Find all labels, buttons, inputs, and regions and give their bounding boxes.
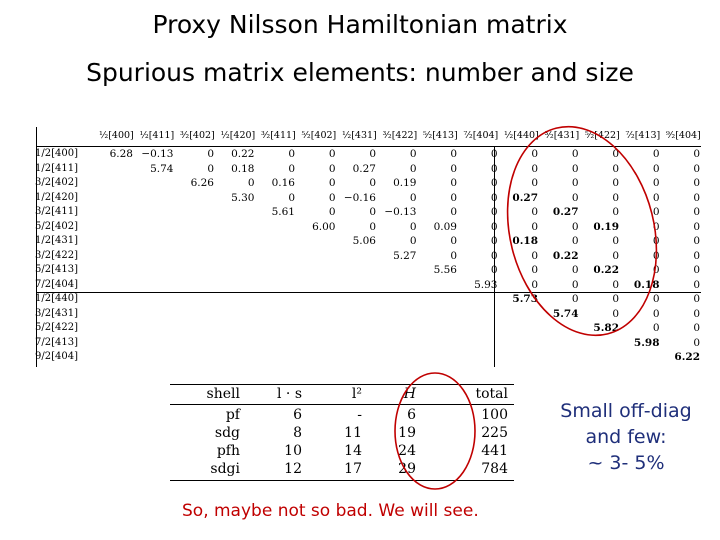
matrix-row-label: 3/2[402]	[35, 177, 78, 188]
matrix-cell: 0	[652, 293, 660, 305]
shell-table-cell: 6	[293, 407, 302, 423]
matrix-cell: 0	[328, 206, 336, 218]
matrix-cell: 0	[652, 220, 660, 233]
matrix-cell: 0	[450, 235, 457, 247]
shell-table-cell: total	[475, 386, 508, 402]
matrix-cell: 0	[693, 249, 700, 262]
matrix-cell: 0	[409, 148, 417, 160]
matrix-cell: 0	[369, 220, 376, 233]
matrix-cell: 0	[531, 206, 538, 218]
matrix-row-label: 1/2[420]	[35, 191, 78, 203]
slide-title-line-1: Proxy Nilsson Hamiltonian matrix	[152, 10, 568, 39]
matrix-row-label: 3/2[422]	[35, 249, 78, 261]
matrix-cell: 0	[652, 307, 660, 320]
matrix-row-label: 3/2[411]	[35, 206, 78, 217]
shell-table	[170, 384, 520, 482]
matrix-cell: 0	[531, 278, 538, 291]
matrix-cell: 0	[652, 148, 660, 160]
matrix-row-label: 5/2[402]	[35, 220, 78, 232]
matrix-cell: 5.06	[352, 235, 376, 247]
matrix-cell: 0.18	[231, 162, 255, 175]
matrix-col-header: ³⁄₂[402]	[180, 130, 215, 141]
matrix-col-header: ⁷⁄₂[413]	[625, 130, 661, 141]
note-small-off-diag	[536, 398, 716, 476]
matrix-row-label: 3/2[431]	[35, 307, 78, 319]
shell-table-cell: pf	[225, 407, 240, 423]
matrix-cell: −0.13	[141, 148, 174, 160]
matrix-cell: 0	[409, 191, 417, 204]
matrix-cell: 0.27	[552, 206, 579, 218]
shell-table-cell: pfh	[216, 443, 240, 459]
matrix-cell: 0	[328, 162, 336, 175]
matrix-row-label: 7/2[404]	[35, 278, 78, 290]
matrix-cell: 0	[490, 206, 498, 218]
matrix-cell: 0	[490, 235, 498, 247]
shell-table-cell: 6	[407, 407, 416, 423]
matrix-cell: 0	[288, 162, 295, 175]
matrix-row-label: 1/2[431]	[35, 235, 78, 246]
matrix-cell: 0	[328, 191, 336, 204]
matrix-cell: 0	[652, 177, 660, 189]
shell-table-header-rule	[170, 404, 514, 405]
matrix-col-header: ⁵⁄₂[413]	[423, 130, 458, 141]
shell-table-row	[170, 443, 520, 460]
matrix-col-header: ³⁄₂[411]	[261, 130, 296, 141]
matrix-cell: 0	[450, 177, 457, 189]
note-line-1: Small off-diag	[560, 400, 692, 422]
matrix-cell: 0	[571, 191, 579, 204]
matrix-col-header: ½[440]	[504, 130, 539, 141]
shell-table-cell: 19	[398, 425, 416, 441]
note-line-2: and few:	[585, 426, 667, 448]
matrix-cell: 0	[531, 162, 538, 175]
matrix-cell: 0	[490, 148, 498, 160]
note-bottom: So, maybe not so bad. We will see.	[182, 501, 479, 521]
matrix-cell: 0	[571, 162, 579, 175]
matrix-cell: 5.74	[552, 307, 579, 320]
shell-table-top-rule	[170, 384, 514, 385]
matrix-cell: 0	[490, 264, 498, 276]
matrix-cell: 0	[531, 220, 538, 233]
shell-table-cell: 14	[344, 443, 362, 459]
matrix-col-header: ½[420]	[220, 130, 256, 141]
matrix-cell: 0	[490, 177, 498, 189]
matrix-cell: 0	[652, 322, 660, 334]
matrix-cell: 5.61	[271, 206, 295, 218]
matrix-cell: 0	[693, 220, 700, 233]
matrix-cell: 5.56	[433, 264, 457, 276]
matrix-cell: −0.13	[384, 206, 417, 218]
matrix-cell: 0	[207, 162, 214, 175]
matrix-cell: 0.18	[633, 278, 660, 291]
matrix-cell: 0	[328, 177, 336, 189]
matrix-cell: 0	[288, 148, 295, 160]
matrix-cell: 0	[571, 278, 579, 291]
matrix-cell: 0.27	[352, 162, 376, 175]
matrix-cell: 0.22	[593, 264, 619, 276]
shell-table-cell: 225	[481, 425, 508, 441]
matrix-col-header: ⁹⁄₂[404]	[666, 130, 701, 141]
shell-table-cell: 24	[398, 443, 416, 459]
matrix-cell: 0	[450, 206, 457, 218]
matrix-cell: 0	[571, 220, 579, 233]
matrix-cell: 0.18	[512, 235, 538, 247]
matrix-cell: 0.22	[231, 148, 255, 160]
shell-table-cell: 8	[293, 425, 302, 441]
matrix-cell: 0	[409, 220, 417, 233]
matrix-cell: 0	[612, 235, 619, 247]
shell-table-cell: shell	[206, 386, 240, 402]
matrix-col-header: ⁷⁄₂[404]	[463, 130, 499, 141]
matrix-cell: 0	[490, 191, 498, 204]
matrix-col-header: ³⁄₂[431]	[544, 130, 580, 141]
matrix-cell: 0	[612, 177, 619, 189]
matrix-cell: 0.09	[433, 220, 457, 233]
shell-table-cell: sdgi	[210, 461, 240, 477]
matrix-cell: 0	[652, 235, 660, 247]
matrix-row-label: 9/2[404]	[35, 351, 78, 362]
matrix-cell: 0	[328, 148, 336, 160]
shell-table-row	[170, 461, 520, 478]
matrix-cell: 5.82	[593, 322, 619, 334]
matrix-cell: 5.74	[150, 162, 174, 175]
matrix-cell: 0	[571, 148, 579, 160]
matrix-cell: 0	[693, 191, 700, 204]
matrix-cell: 0	[288, 191, 295, 204]
matrix-cell: 0	[693, 206, 700, 218]
shell-table-cell: 11	[344, 425, 362, 441]
matrix-cell: 0	[612, 206, 619, 218]
matrix-cell: 0.27	[512, 191, 538, 204]
matrix-cell: 0	[652, 264, 660, 276]
hamiltonian-matrix	[36, 127, 701, 367]
matrix-cell: 0	[612, 162, 619, 175]
matrix-row-label: 1/2[400]	[35, 148, 78, 159]
matrix-cell: 0	[247, 177, 255, 189]
matrix-cell: 0	[409, 162, 417, 175]
shell-table-cell: 784	[481, 461, 508, 477]
matrix-cell: 0	[612, 278, 619, 291]
matrix-row-label: 7/2[413]	[35, 336, 78, 348]
matrix-cell: 0	[571, 264, 579, 276]
matrix-cell: 0.22	[552, 249, 579, 262]
matrix-cell: 0	[693, 148, 700, 160]
matrix-cell: 0	[693, 264, 700, 276]
shell-table-cell: sdg	[214, 425, 240, 441]
matrix-cell: 0	[369, 177, 376, 189]
matrix-cell: 0	[531, 249, 538, 262]
matrix-cell: 6.00	[312, 220, 336, 233]
matrix-cell: 0	[693, 307, 700, 320]
matrix-cell: 5.30	[231, 191, 255, 204]
matrix-cell: 0.19	[593, 220, 619, 233]
matrix-cell: 0	[531, 177, 538, 189]
matrix-cell: 0	[571, 235, 579, 247]
matrix-cell: 0	[652, 206, 660, 218]
shell-table-cell: 29	[398, 461, 416, 477]
matrix-col-header: ⁵⁄₂[402]	[301, 130, 337, 141]
matrix-col-header: ⁵⁄₂[422]	[585, 130, 620, 141]
shell-table-cell: 10	[284, 443, 302, 459]
matrix-cell: 0	[531, 148, 538, 160]
matrix-cell: 0	[571, 177, 579, 189]
matrix-cell: 0	[490, 162, 498, 175]
matrix-col-header: ½[411]	[139, 130, 175, 141]
shell-table-row	[170, 407, 520, 424]
matrix-col-header: ½[431]	[342, 130, 377, 141]
shell-table-cell: l²	[351, 386, 362, 402]
matrix-row-label: 1/2[411]	[35, 162, 78, 174]
matrix-cell: 6.28	[109, 148, 133, 160]
matrix-cell: 6.22	[674, 351, 700, 363]
slide-title-line-2: Spurious matrix elements: number and size	[86, 58, 634, 87]
matrix-header-rule	[37, 146, 701, 147]
matrix-cell: 0	[612, 191, 619, 204]
matrix-cell: 0	[490, 220, 498, 233]
matrix-cell: 0	[612, 148, 619, 160]
matrix-cell: 0	[693, 162, 700, 175]
matrix-cell: 0	[450, 162, 457, 175]
matrix-col-header: ³⁄₂[422]	[382, 130, 418, 141]
matrix-cell: 0	[612, 307, 619, 320]
shell-table-row	[170, 425, 520, 442]
shell-table-cell: 100	[481, 407, 508, 423]
matrix-cell: 0	[652, 162, 660, 175]
matrix-cell: 0	[693, 322, 700, 334]
matrix-cell: 0	[652, 249, 660, 262]
matrix-cell: 0	[369, 206, 376, 218]
shell-table-cell: 17	[344, 461, 362, 477]
matrix-row-label: 5/2[413]	[35, 264, 78, 275]
matrix-cell: 0	[693, 336, 700, 349]
shell-table-cell: -	[357, 407, 362, 423]
shell-table-header	[170, 386, 520, 403]
matrix-cell: 0	[693, 278, 700, 291]
matrix-row-label: 5/2[422]	[35, 322, 78, 333]
matrix-cell: 0	[490, 249, 498, 262]
shell-table-cell: l · s	[276, 386, 302, 402]
matrix-cell: 5.73	[512, 293, 538, 305]
matrix-cell: 0	[612, 293, 619, 305]
matrix-cell: 0	[450, 249, 457, 262]
matrix-cell: 0	[409, 235, 417, 247]
shell-table-bottom-rule	[170, 480, 514, 481]
matrix-cell: −0.16	[343, 191, 376, 204]
matrix-cell: 0	[571, 293, 579, 305]
matrix-cell: 0	[693, 235, 700, 247]
matrix-cell: 0	[652, 191, 660, 204]
shell-table-cell: 12	[284, 461, 302, 477]
shell-table-cell: 441	[481, 443, 508, 459]
matrix-cell: 0	[450, 148, 457, 160]
matrix-col-header: ½[400]	[99, 130, 134, 141]
matrix-cell: 0.16	[271, 177, 295, 189]
matrix-cell: 5.27	[393, 249, 417, 262]
matrix-cell: 0	[693, 293, 700, 305]
matrix-cell: 5.93	[474, 278, 498, 291]
matrix-row-label: 1/2[440]	[35, 293, 78, 304]
matrix-cell: 0	[369, 148, 376, 160]
matrix-cell: 0	[693, 177, 700, 189]
matrix-cell: 5.98	[633, 336, 660, 349]
matrix-cell: 0.19	[393, 177, 417, 189]
matrix-cell: 0	[450, 191, 457, 204]
note-line-3: ~ 3- 5%	[587, 452, 665, 474]
shell-table-cell: H	[403, 386, 416, 402]
matrix-cell: 0	[207, 148, 214, 160]
matrix-cell: 0	[612, 249, 619, 262]
matrix-cell: 0	[531, 264, 538, 276]
matrix-cell: 6.26	[190, 177, 214, 189]
